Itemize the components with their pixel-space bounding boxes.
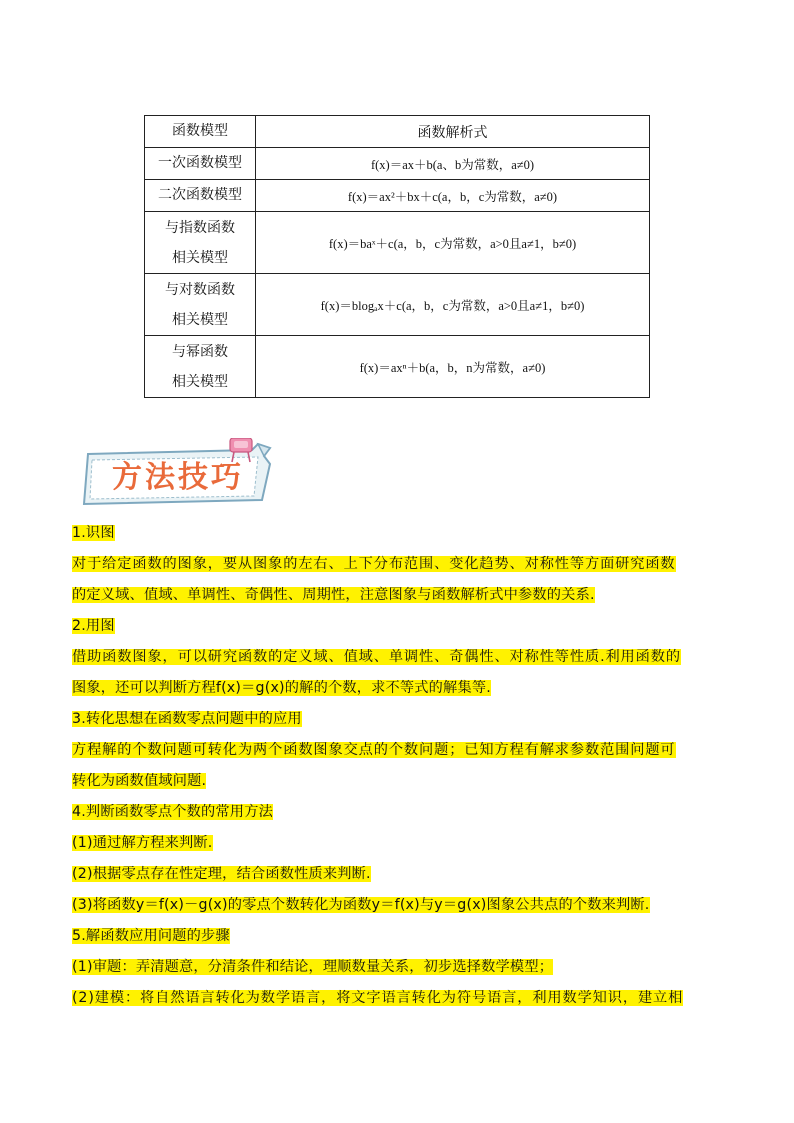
list-item: (1)通过解方程来判断. [72,835,213,851]
model-name-line2: 相关模型 [172,249,228,266]
list-item: (2)根据零点存在性定理，结合函数性质来判断. [72,866,371,882]
model-name-line1: 与指数函数 [165,219,235,236]
model-name: 一次函数模型 [145,148,256,180]
table-row [145,180,650,212]
section-heading: 1.识图 [72,525,115,541]
model-formula: f(x)＝blogₐx＋c(a，b，c为常数，a>0且a≠1，b≠0) [256,274,650,336]
model-formula: f(x)＝baˣ＋c(a，b，c为常数，a>0且a≠1，b≠0) [256,212,650,274]
function-model-table-container [144,115,650,398]
model-name [145,212,256,274]
method-content [72,518,724,1014]
model-formula: f(x)＝ax²＋bx＋c(a，b，c为常数，a≠0) [256,180,650,212]
section-heading: 5.解函数应用问题的步骤 [72,928,230,944]
list-item: (3)将函数y＝f(x)－g(x)的零点个数转化为函数y＝f(x)与y＝g(x)图象公共点的个数来判断. [72,897,650,913]
list-item: (2)建模：将自然语言转化为数学语言，将文字语言转化为符号语言，利用数学知识，建立相 [72,990,684,1006]
list-item: (1)审题：弄清题意，分清条件和结论，理顺数量关系，初步选择数学模型； [72,959,554,975]
table-row [145,212,650,274]
model-name-line1: 与对数函数 [165,281,235,298]
table-row [145,336,650,398]
method-tips-banner [74,438,280,508]
paragraph-line: 对于给定函数的图象，要从图象的左右、上下分布范围、变化趋势、对称性等方面研究函数 [72,556,676,572]
banner-title: 方法技巧 [112,460,244,495]
table-header-row [145,116,650,148]
model-name-line2: 相关模型 [172,373,228,390]
model-formula: f(x)＝ax＋b(a、b为常数，a≠0) [256,148,650,180]
paragraph-line: 转化为函数值域问题. [72,773,207,789]
table-row [145,274,650,336]
model-name-line2: 相关模型 [172,311,228,328]
section-heading: 2.用图 [72,618,115,634]
model-name [145,336,256,398]
paragraph-line: 方程解的个数问题可转化为两个函数图象交点的个数问题；已知方程有解求参数范围问题可 [72,742,676,758]
section-heading: 4.判断函数零点个数的常用方法 [72,804,273,820]
table-row [145,148,650,180]
paragraph-line: 的定义域、值域、单调性、奇偶性、周期性，注意图象与函数解析式中参数的关系. [72,587,595,603]
section-heading: 3.转化思想在函数零点问题中的应用 [72,711,302,727]
paragraph-line: 图象，还可以判断方程f(x)＝g(x)的解的个数，求不等式的解集等. [72,680,491,696]
function-model-table [144,115,650,398]
model-name-line1: 与幂函数 [172,343,228,360]
model-name [145,274,256,336]
paragraph-line: 借助函数图象，可以研究函数的定义域、值域、单调性、奇偶性、对称性等性质.利用函数的 [72,649,681,665]
table-header-model: 函数模型 [145,116,256,148]
table-header-formula: 函数解析式 [256,116,650,148]
model-formula: f(x)＝axⁿ＋b(a，b，n为常数，a≠0) [256,336,650,398]
model-name: 二次函数模型 [145,180,256,212]
